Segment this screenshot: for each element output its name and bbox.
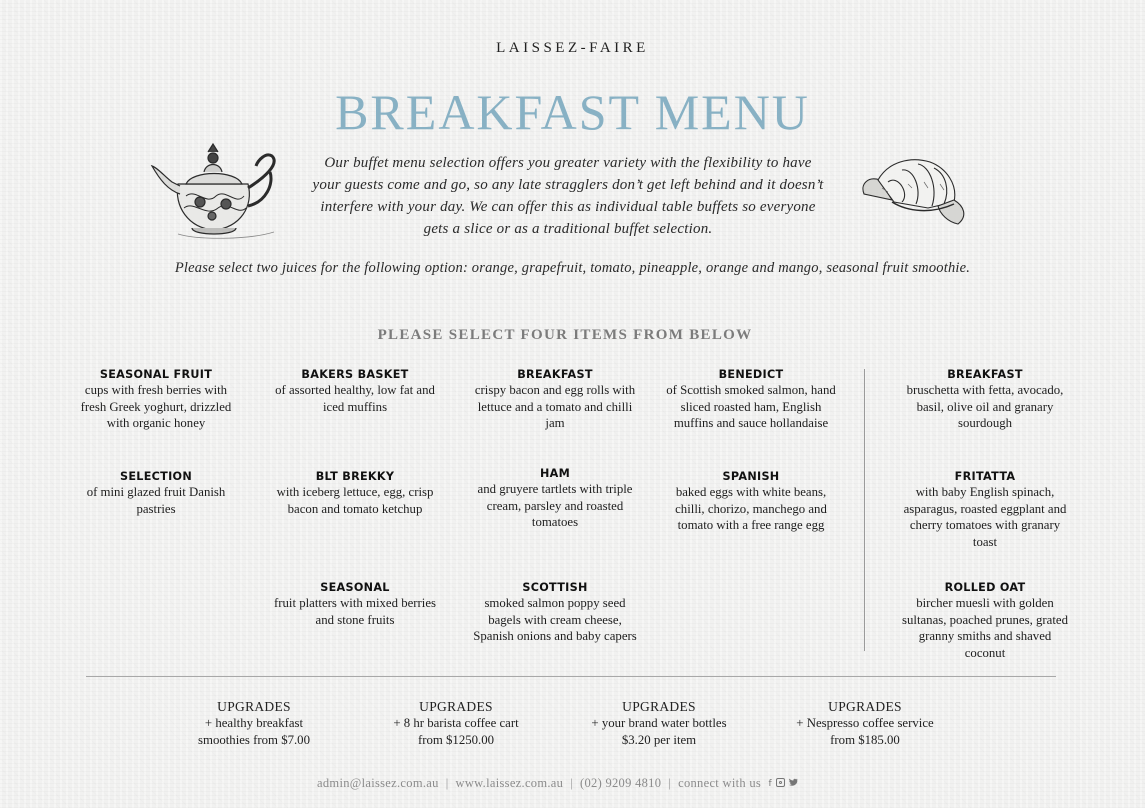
footer-email[interactable]: admin@laissez.com.au: [317, 776, 439, 790]
menu-item: [470, 466, 640, 531]
item-name: BENEDICT: [718, 368, 784, 381]
facebook-icon[interactable]: f: [768, 779, 772, 789]
item-description: of mini glazed fruit Danish pastries: [86, 485, 226, 516]
page-title: BREAKFAST MENU: [335, 84, 810, 140]
item-description: fruit platters with mixed berries and stone fruits: [273, 596, 437, 627]
teapot-icon: [148, 136, 280, 242]
item-name: ROLLED OAT: [944, 581, 1026, 594]
item-description: bruschetta with fetta, avocado, basil, olive oil and granary sourdough: [906, 383, 1064, 430]
menu-item: [900, 367, 1070, 432]
menu-item: [666, 367, 836, 432]
upgrade-block: [366, 698, 546, 748]
instagram-icon[interactable]: [776, 778, 785, 787]
vertical-divider: [864, 369, 865, 651]
item-name: SPANISH: [722, 470, 780, 483]
upgrade-price: smoothies from $7.00: [198, 732, 310, 747]
menu-item: [900, 469, 1070, 550]
item-name: SELECTION: [119, 470, 193, 483]
upgrade-title: UPGRADES: [419, 699, 493, 714]
menu-item: [900, 580, 1070, 661]
menu-item: [71, 469, 241, 517]
item-name: BAKERS BASKET: [301, 368, 409, 381]
menu-item: [470, 367, 640, 432]
menu-item: [470, 580, 640, 645]
upgrade-price: from $1250.00: [417, 732, 495, 747]
menu-item: [270, 580, 440, 628]
footer-connect: connect with us: [678, 776, 762, 790]
upgrade-line: + your brand water bottles: [591, 716, 727, 730]
footer-separator: |: [570, 776, 573, 790]
upgrade-price: from $185.00: [830, 732, 900, 747]
footer-separator: |: [445, 776, 449, 790]
footer-separator: |: [668, 776, 672, 790]
item-name: HAM: [539, 467, 571, 480]
footer-website[interactable]: www.laissez.com.au: [455, 776, 564, 790]
upgrade-line: + healthy breakfast: [204, 716, 304, 730]
menu-item: [270, 469, 440, 517]
item-description: of assorted healthy, low fat and iced muffins: [275, 383, 435, 414]
item-description: cups with fresh berries with fresh Greek yoghurt, drizzled with organic honey: [80, 383, 232, 430]
section-heading: PLEASE SELECT FOUR ITEMS FROM BELOW: [377, 327, 753, 343]
twitter-icon[interactable]: [789, 778, 798, 786]
item-description: and gruyere tartlets with triple cream, parsley and roasted tomatoes: [477, 482, 633, 529]
upgrade-title: UPGRADES: [217, 699, 291, 714]
item-description: baked eggs with white beans, chilli, chorizo, manchego and tomato with a free range egg: [675, 485, 827, 532]
upgrade-price: $3.20 per item: [621, 732, 697, 747]
item-description: with baby English spinach, asparagus, roasted eggplant and cherry tomatoes with granary toast: [903, 485, 1067, 549]
footer: [0, 776, 1115, 791]
upgrade-line: + 8 hr barista coffee cart: [393, 716, 519, 730]
item-description: crispy bacon and egg rolls with lettuce and a tomato and chilli jam: [474, 383, 636, 430]
menu-item: [666, 469, 836, 534]
menu-item: [270, 367, 440, 415]
item-name: BLT BREKKY: [315, 470, 395, 483]
upgrade-line: + Nespresso coffee service: [796, 716, 934, 730]
upgrade-title: UPGRADES: [622, 699, 696, 714]
item-name: FRITATTA: [954, 470, 1016, 483]
item-description: with iceberg lettuce, egg, crisp bacon and tomato ketchup: [276, 485, 434, 516]
menu-item: [71, 367, 241, 432]
item-name: SEASONAL: [320, 581, 390, 594]
footer-phone: (02) 9209 4810: [580, 776, 662, 790]
upgrade-block: [775, 698, 955, 748]
item-description: smoked salmon poppy seed bagels with cream cheese, Spanish onions and baby capers: [473, 596, 637, 643]
upgrade-block: [569, 698, 749, 748]
upgrade-title: UPGRADES: [828, 699, 902, 714]
item-description: of Scottish smoked salmon, hand sliced roasted ham, English muffins and sauce hollandaise: [666, 383, 836, 430]
item-name: SEASONAL FRUIT: [99, 368, 213, 381]
item-name: SCOTTISH: [522, 581, 588, 594]
item-name: BREAKFAST: [517, 368, 593, 381]
croissant-icon: [858, 154, 970, 228]
upgrade-block: [164, 698, 344, 748]
intro-paragraph: Our buffet menu selection offers you greater variety with the flexibility to have your guests come and go, so any late stragglers don’t get left behind and it doesn’t interfere with your day. We can offer this as individual table buffets so everyone gets a slice or as a traditional buffet selection.: [312, 155, 824, 237]
item-description: bircher muesli with golden sultanas, poached prunes, grated granny smiths and shaved coconut: [902, 596, 1068, 660]
juice-note: Please select two juices for the following option: orange, grapefruit, tomato, pineapple, orange and mango, seasonal fruit smoothie.: [174, 260, 971, 276]
item-name: BREAKFAST: [947, 368, 1023, 381]
brand-name: LAISSEZ-FAIRE: [496, 40, 649, 56]
horizontal-divider: [86, 676, 1056, 677]
